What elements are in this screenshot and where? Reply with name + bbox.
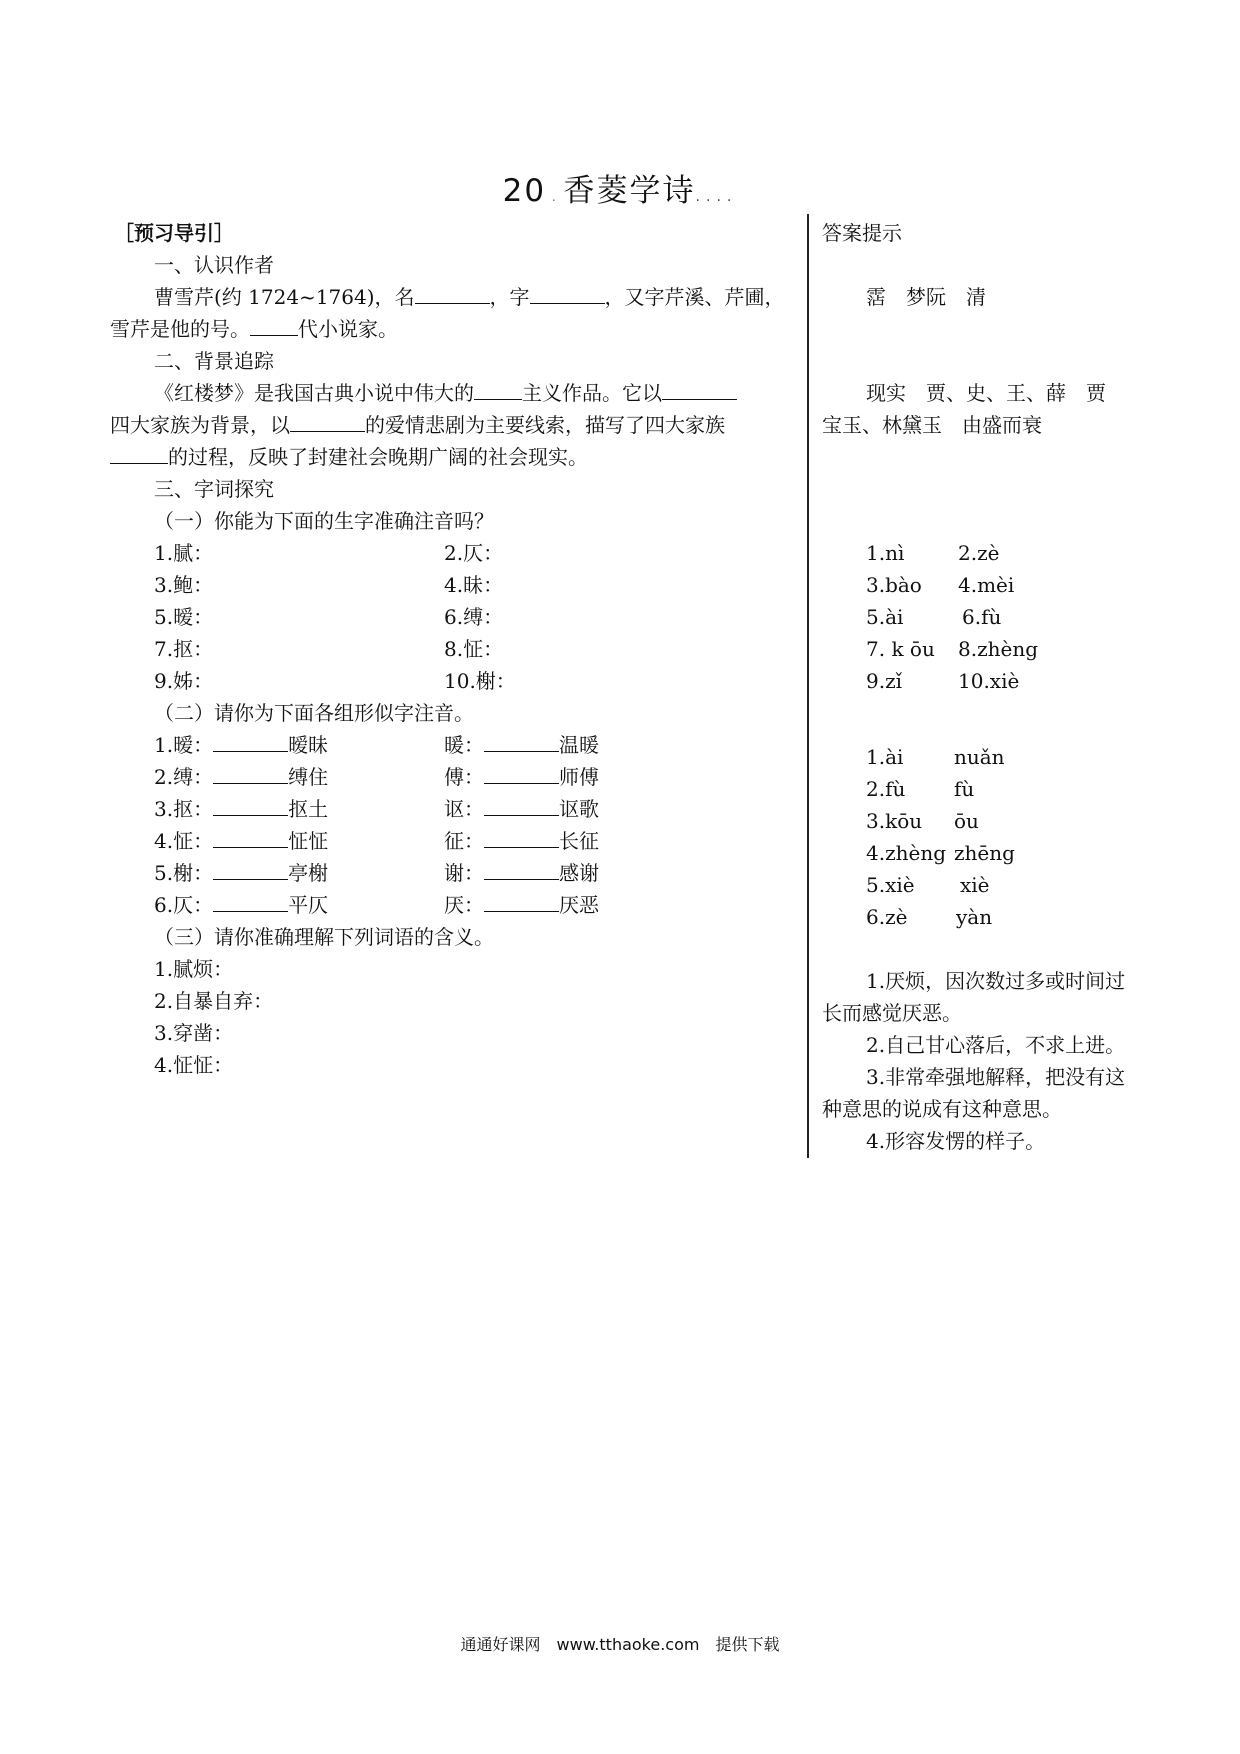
- heading-words: 三、字词探究: [154, 477, 274, 501]
- char-item: 6.缚：: [444, 605, 504, 629]
- pair-row: 傅： 师傅: [444, 765, 599, 789]
- section-heading: ［预习导引］: [114, 221, 234, 245]
- blank-couple[interactable]: [290, 411, 365, 432]
- pair-row: 6.仄： 平仄: [154, 893, 329, 917]
- blank-pinyin[interactable]: [484, 827, 559, 848]
- author-line-2: 雪芹是他的号。 代小说家。: [110, 317, 398, 341]
- blank-style-name[interactable]: [530, 283, 605, 304]
- pair-row: 2.缚： 缚住: [154, 765, 329, 789]
- title-dot: .: [546, 190, 564, 204]
- blank-pinyin[interactable]: [213, 859, 288, 880]
- answer-pinyin-pair: 1.ài: [866, 745, 904, 769]
- char-item: 10.榭：: [444, 669, 516, 693]
- blank-pinyin[interactable]: [213, 891, 288, 912]
- answer-pinyin: 1.nì: [866, 541, 905, 565]
- pair-row: 1.暧： 暧昧: [154, 733, 329, 757]
- word-item: 3.穿凿：: [154, 1021, 234, 1045]
- question-3: （三）请你准确理解下列词语的含义。: [154, 925, 494, 949]
- question-2: （二）请你为下面各组形似字注音。: [154, 701, 474, 725]
- char-item: 4.昧：: [444, 573, 504, 597]
- answer-pinyin-pair: yàn: [956, 905, 993, 929]
- title-dots: ....: [695, 189, 738, 205]
- blank-decline[interactable]: [110, 443, 168, 464]
- answer-pinyin: 9.zǐ: [866, 669, 903, 693]
- answer-pinyin-pair: 4.zhèng: [866, 841, 947, 865]
- answer-background-2: 宝玉、林黛玉 由盛而衰: [822, 413, 1042, 437]
- blank-pinyin[interactable]: [213, 827, 288, 848]
- answer-pinyin: 10.xiè: [958, 669, 1020, 693]
- answer-pinyin: 8.zhèng: [958, 637, 1039, 661]
- blank-pinyin[interactable]: [213, 731, 288, 752]
- answer-pinyin: 6.fù: [962, 605, 1002, 629]
- column-divider: [807, 214, 809, 1158]
- background-line-3: 的过程，反映了封建社会晚期广阔的社会现实。: [110, 442, 588, 472]
- background-line-1: 《红楼梦》是我国古典小说中伟大的 主义作品。它以: [154, 378, 737, 408]
- pair-row: 暖： 温暖: [444, 733, 599, 757]
- pair-row: 3.抠： 抠土: [154, 797, 329, 821]
- char-item: 2.仄：: [444, 541, 504, 565]
- blank-name[interactable]: [415, 283, 490, 304]
- answer-pinyin-pair: 2.fù: [866, 777, 906, 801]
- pair-row: 讴： 讴歌: [444, 797, 599, 821]
- answer-meaning-1a: 1.厌烦，因次数过多或时间过: [866, 969, 1126, 993]
- pair-row: 5.榭： 亭榭: [154, 861, 329, 885]
- answer-pinyin-pair: xiè: [960, 873, 990, 897]
- heading-author: 一、认识作者: [154, 253, 274, 277]
- answer-meaning-1b: 长而感觉厌恶。: [822, 1001, 962, 1025]
- blank-pinyin[interactable]: [213, 763, 288, 784]
- answer-pinyin: 5.ài: [866, 605, 904, 629]
- char-item: 1.腻：: [154, 541, 214, 565]
- blank-genre[interactable]: [474, 379, 522, 400]
- pair-row: 厌： 厌恶: [444, 893, 599, 917]
- footer: 通通好课网 www.tthaoke.com 提供下载: [460, 1635, 780, 1654]
- pair-row: 征： 长征: [444, 829, 599, 853]
- page-title: [0, 165, 1240, 210]
- answer-pinyin-pair: zhēng: [954, 841, 1015, 865]
- answer-background-1: 现实 贾、史、王、薛 贾: [866, 381, 1106, 405]
- answer-pinyin-pair: 3.kōu: [866, 809, 923, 833]
- answer-header: 答案提示: [822, 221, 902, 245]
- blank-pinyin[interactable]: [484, 891, 559, 912]
- answer-pinyin-pair: 5.xiè: [866, 873, 915, 897]
- answer-pinyin-pair: fù: [954, 777, 975, 801]
- char-item: 8.怔：: [444, 637, 504, 661]
- answer-pinyin: 3.bào: [866, 573, 922, 597]
- blank-pinyin[interactable]: [484, 859, 559, 880]
- answer-author: 霑 梦阮 清: [866, 285, 986, 309]
- heading-background: 二、背景追踪: [154, 349, 274, 373]
- answer-pinyin-pair: 6.zè: [866, 905, 908, 929]
- background-line-2: 四大家族为背景，以 的爱情悲剧为主要线索，描写了四大家族: [110, 413, 725, 437]
- char-item: 7.抠：: [154, 637, 214, 661]
- title-number: 20: [502, 173, 547, 209]
- answer-meaning-3b: 种意思的说成有这种意思。: [822, 1097, 1062, 1121]
- answer-meaning-4: 4.形容发愣的样子。: [866, 1129, 1046, 1153]
- word-item: 2.自暴自弃：: [154, 989, 274, 1013]
- answer-pinyin: 7. k ōu: [866, 637, 935, 661]
- answer-meaning-2: 2.自己甘心落后，不求上进。: [866, 1033, 1126, 1057]
- char-item: 9.姊：: [154, 669, 214, 693]
- blank-pinyin[interactable]: [484, 731, 559, 752]
- blank-dynasty[interactable]: [250, 315, 298, 336]
- blank-pinyin[interactable]: [213, 795, 288, 816]
- word-item: 1.腻烦：: [154, 957, 234, 981]
- answer-meaning-3a: 3.非常牵强地解释，把没有这: [866, 1065, 1126, 1089]
- pair-row: 谢： 感谢: [444, 861, 599, 885]
- blank-pinyin[interactable]: [484, 763, 559, 784]
- blank-pinyin[interactable]: [484, 795, 559, 816]
- answer-pinyin-pair: ōu: [954, 809, 979, 833]
- word-item: 4.怔怔：: [154, 1053, 234, 1077]
- char-item: 3.鲍：: [154, 573, 214, 597]
- answer-pinyin: 4.mèi: [958, 573, 1015, 597]
- pair-row: 4.怔： 怔怔: [154, 829, 329, 853]
- author-line-1: 曹雪芹(约 1724~1764)，名 ，字 ，又字芹溪、芹圃，: [154, 285, 785, 309]
- char-item: 5.暧：: [154, 605, 214, 629]
- title-text: 香菱学诗: [563, 173, 696, 209]
- blank-families[interactable]: [662, 379, 737, 400]
- question-1: （一）你能为下面的生字准确注音吗？: [154, 509, 494, 533]
- answer-pinyin-pair: nuǎn: [954, 745, 1005, 769]
- answer-pinyin: 2.zè: [958, 541, 1000, 565]
